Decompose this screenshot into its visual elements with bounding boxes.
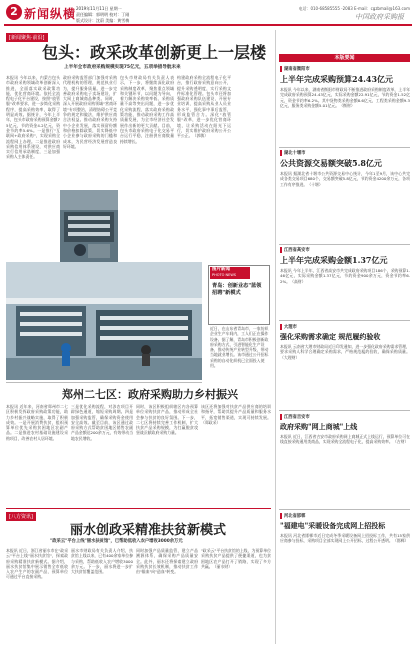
main-column-3: 包头市财政局有关负责人表示，下一步，将继续深化政府采购制度改革，聚焦重点领域和关键环节，以问题为导向，着力解决采购效率低、采购质量不高等突出问题，进一步优化采购流程，落实政府采购政策功能，推动政府采购工作高质量发展，为全市经济社会发展作出新的更大贡献。目前，包头市政府采购电子化交易平台运行平稳，注册供应商数量持续增长。 (120, 75, 174, 144)
sidebar-item-tag: 大理市 (280, 324, 297, 330)
issue-info (76, 6, 129, 24)
photo-news-image (6, 262, 202, 380)
photo-caption-text: 近日，在山东省青岛市，一家纺织企业生产车间内，工人们正在操作设备。据了解，青岛市积极创新政府采购方式，引进智能化生产设备，推动传统产业转型升级，带动当地就业增长。该市通过公开招标采购的自动化织机已全面投入使用。 (210, 326, 269, 369)
masthead-rule (4, 24, 412, 26)
section-tag-focus: [新闻聚焦·前沿] (6, 33, 48, 42)
sidebar-item-text: 本报讯 云南省大理市财政局近日印发通知，进一步强化政府采购需求管理，要求采购人科学合理确定采购需求，严格规范履约验收，确保采购质量。（大理财） (280, 344, 410, 360)
sidebar-divider-4 (279, 509, 410, 510)
sidebar-item-tag: 湖南省衡阳市 (280, 66, 310, 72)
main-column-1: 本报讯 今年以来，内蒙古包头市政府采购领域改革创新深入推进，全面落实政采政策功能，优化营商环境。依托全流程电子化平台建设，按照"放管服"改革要求，进一步简化采购程序，提高采购效率，取得了明显成效。据统计，今年上半年，包头市政府采购预算金额75亿元，节约资金4.2亿元，资金节约率5.6%。一是推行"互联网+政府采购"，实现采购全流程网上办理。二是推进政府采购信用体系建设，对供应商实行信用承诺制度，三是加强采购人主体责任。 (6, 75, 60, 160)
sidebar-item-title: "福建电"采暖设备完成网上招投标 (280, 521, 386, 530)
photo-caption-title: 青岛：创新业态"蓝领招聘"新模式 (212, 283, 262, 296)
zhengzhou-column-3: 同时，该区积极组织辖区内各预算单位采购扶贫产品，推动形成全社会参与扶贫的良好氛围。下一步，二七区将持续完善工作机制，扩大扶贫产品采购规模，为打赢脱贫攻坚战贡献政府采购力量。 (136, 404, 198, 436)
main-column-2: 政府采购监管部门加强对采购代理机构的管理，规范执业行为，提升服务质量。进一步完善政府采购电子卖场建设，扩大网上商城商品种类。同时，深入开展政府采购领域"营商环境"专项整治，清理妨碍公平竞争的规定和做法，维护供应商合法权益。推动政府采购支持中小企业发展，落实预留份额和价格扣除政策，切实降低中小企业参与政府采购的门槛和成本，为民营经济发展营造良好环境。 (63, 75, 117, 149)
lishui-headline: 丽水创政采精准扶贫新模式 (70, 523, 227, 538)
sidebar-item-text: 本报讯 今年以来，湖南省衡阳市财政局不断推进政府采购制度改革，上半年完成政府采购预算24.43亿元，实际采购金额22.91亿元，节约资金1.52亿元，资金节约率6.2%。其中货物类采购金额8.6亿元，工程类采购金额9.3亿元，服务类采购金额5.01亿元。（衡财） (280, 87, 410, 108)
sidebar-item-title: 公共资源交易额突破5.8亿元 (280, 158, 382, 168)
sidebar-item-tag: 江西省吉安市 (280, 414, 310, 420)
section-title: 新闻纵横 (24, 7, 77, 21)
section-tag-news: [八方资讯] (6, 512, 36, 521)
sidebar-item-text: 本报讯 据湖北省十堰市公共资源交易中心统计，今年1至9月，该中心共完成各类交易项目680个，交易额突破5.8亿元，节约资金4200余万元，各项工作有序推进。（十堰） (280, 171, 410, 187)
issue-date: 2019年11月11日 星期一 (76, 6, 122, 11)
lishui-column-3: 同时加强产品质量监管，建立产品溯源体系，确保采购产品质量安全。此外，丽水还将探索建立政府采购扶贫长效机制，推动扶贫工作由"输血"向"造血"转变。 (136, 548, 198, 575)
contact-line: 电话：010-68585555 -2083 E-mail：cgzbmail@163.com (298, 6, 410, 11)
sidebar-item-title: 上半年完成采购预算24.43亿元 (280, 74, 394, 84)
sidebar-banner: 本版要闻 (279, 54, 410, 62)
divider-zhengzhou (6, 382, 202, 383)
sidebar-item-tag: 河北省邯郸 (280, 513, 305, 519)
lishui-column-2: 丽水市财政局有关负责人介绍，扶贫馆上线以来，已有400余家单位参与采购，帮助低收入农户增收3000余万元。下一步，丽水将进一步扩大扶贫馆覆盖范围。 (71, 548, 133, 575)
sidebar-item-text: 本报讯 今年上半年，江西省高安市共完成政府采购项目186个，采购预算1.46亿元，实际采购金额1.37亿元，节约资金900余万元，资金节约率6.2%。（高财） (280, 268, 410, 284)
sidebar-item-text: 本报讯 河北省邯郸市近日完成冬季采暖设备网上招投标工作，共有15家供应商参与投标，采购项目全部实现网上公开招标，过程公开透明。（邯郸） (280, 533, 410, 544)
sidebar-item-title: 政府采购"网上商城"上线 (280, 422, 358, 431)
sidebar-divider-0 (279, 147, 410, 148)
divider-lishui (6, 508, 271, 509)
main-subhead: 上半年全市政府采购规模实现75亿元，五项举措导航未来 (64, 65, 181, 70)
page-number-badge: 2 (6, 4, 22, 20)
sidebar-item-text: 本报讯 近日，江西省吉安市政府采购网上商城正式上线运行，预算单位可在线直接采购通用类商品，实现采购全流程电子化，提高采购效率。（吉财） (280, 434, 410, 445)
sidebar-item-tag: 江西省高安市 (280, 247, 310, 253)
lishui-column-4: "政采云"平台扶贫馆的上线，为预算单位采购扶贫产品提供了便捷渠道，也为贫困地区农产品打开了销路，实现了多方共赢。（丽水财） (201, 548, 271, 569)
design-line: 版式设计：沈蔚 美编：黄雪梅 (76, 18, 130, 23)
sidebar-divider (275, 30, 276, 644)
main-column-4: 构建政府采购全流程电子化平台，推行政府采购意向公开，提升采购透明度，实行采购文件标准化管理。包头市还将加强政府采购队伍建设，开展专业培训，提高采购从业人员业务水平，强化事中事后监管，形成监管合力。深化"放管服"改革，进一步优化营商环境，让采购活动在阳光下运行，切实维护政府采购公开公平公正。（郭敏） (177, 75, 231, 139)
zhengzhou-headline: 郑州二七区：政府采购助力乡村振兴 (62, 388, 238, 401)
zhengzhou-column-2: 三是优化采购流程，对涉农项目开辟绿色通道，缩短采购周期。四是加强采购监管，确保采购资金使用安全高效。截至目前，该区通过政府采购方式帮助贫困地区销售农副产品金额达200余万元，有效带动当地农民增收。 (71, 404, 133, 441)
masthead (4, 3, 412, 25)
sidebar-item-tag: 湖北十堰市 (280, 150, 305, 156)
lishui-subhead: "政采云"平台上线"丽水扶贫馆"，已帮助低收入农户增收3000余万元 (50, 539, 183, 544)
textile-workshop-photo (6, 262, 202, 380)
sidebar-item-title: 上半年完成采购金额1.37亿元 (280, 255, 388, 265)
newspaper-brand: 中国政府采购报 (355, 13, 404, 21)
sidebar-divider-1 (279, 244, 410, 245)
factory-photo-art (60, 190, 118, 262)
sidebar-item-title: 强化采购需求确定 规范履约验收 (280, 332, 381, 341)
lishui-column-1: 本报讯 近日，浙江省丽水市在"政采云"平台上线"丽水扶贫馆"，探索政府采购精准扶贫新模式。据介绍，丽水扶贫馆集中展示销售全市低收入农户生产的农副产品，预算单位可通过平台直接采购。 (6, 548, 68, 580)
main-photo-factory (60, 190, 118, 262)
photo-tag-badge: 图片新闻 PHOTO NEWS (210, 267, 250, 279)
sidebar-divider-3 (279, 410, 410, 411)
main-headline: 包头：政采改革创新更上一层楼 (42, 43, 267, 62)
zhengzhou-column-4: 该区还将加强对扶贫产品供应商的培训和指导，帮助其提升产品质量和服务水平，拓宽销售渠道，实现可持续发展。（郑政采） (201, 404, 271, 425)
zhengzhou-column-1: 本报讯 近年来，河南省郑州市二七区积极发挥政府采购政策功能，助力乡村振兴战略实施，取得了积极成效。一是开展消费扶贫，组织预算单位优先采购贫困地区农副产品。二是推进农村基础设施建设采购项目，改善农村人居环境。 (6, 404, 68, 441)
sidebar-divider-2 (279, 320, 410, 321)
editor-line: 责任编辑：郭明明 校对：丁刚 (76, 12, 130, 17)
